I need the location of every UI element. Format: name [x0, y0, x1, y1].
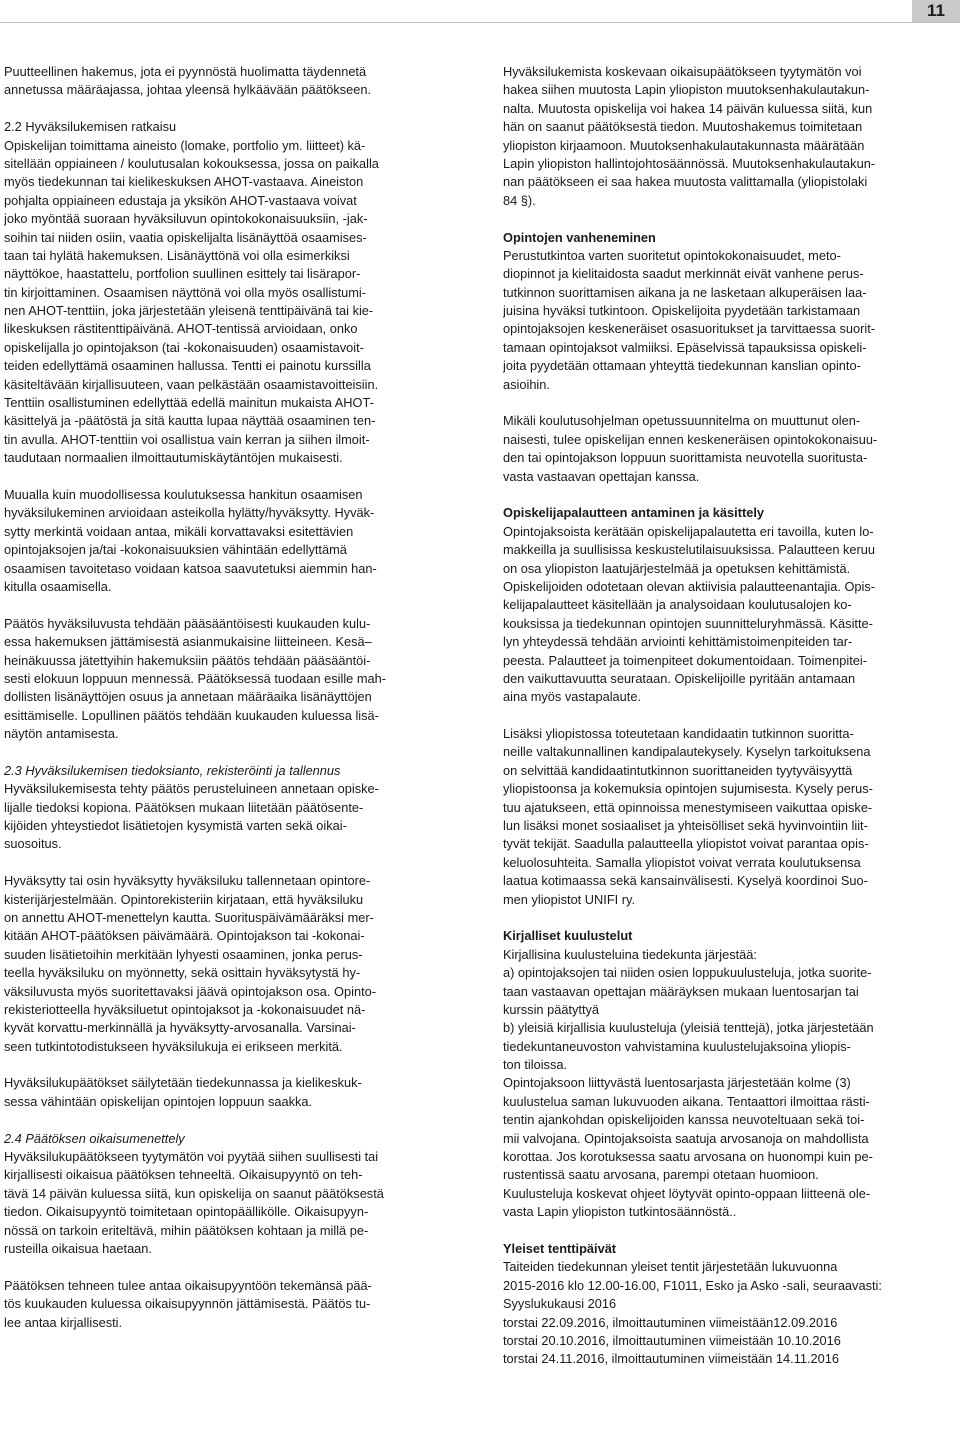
text-line: tiedekuntaneuvoston vahvistamina kuulustelujaksoina yliopis-	[503, 1038, 851, 1054]
section-heading: Yleiset tenttipäivät	[503, 1241, 617, 1256]
text-line: nössä on tarkoin eriteltävä, mihin päätöksen kohtaan ja millä pe-	[4, 1222, 369, 1238]
paragraph-storage	[4, 1074, 440, 1111]
text-line: tuu ajatukseen, että opinnoissa menestymiseen vaikuttaa opiske-	[503, 799, 873, 815]
text-line: Hyväksilukemista koskevaan oikaisupäätökseen tyytymätön voi	[503, 64, 862, 79]
exam-date-line: torstai 22.09.2016, ilmoittautuminen viimeistään12.09.2016	[503, 1314, 838, 1330]
text-line: Opintojaksoon liittyvästä luentosarjasta järjestetään kolme (3)	[503, 1075, 851, 1091]
text-line: soihin tai niiden osiin, vaatia opiskelijalta lisänäyttöä osaamises-	[4, 229, 367, 245]
text-line: kijöiden yhteystiedot lisätietojen kysymistä varten sekä oikai-	[4, 818, 347, 834]
text-line: lyn yhteydessä tehdään arviointi kehittämistoimenpiteiden tar-	[503, 634, 853, 650]
text-line: tös kuukauden kuluessa oikaisupyynnön jättämisestä. Päätös tu-	[4, 1296, 371, 1312]
text-line: on annettu AHOT-menettelyn kautta. Suorituspäivämääräksi mer-	[4, 909, 374, 925]
text-line: Syyslukukausi 2016	[503, 1296, 617, 1312]
text-line: naisesti, tulee opiskelijan ennen keskeneräisen opintokokonaisuu-	[503, 431, 878, 447]
text-line: den tai opintojakson loppuun suorittamista neuvotella suoritusta-	[503, 450, 868, 466]
text-line: laatua kotimaassa sekä kansainvälisesti. Kyselyä koordinoi Suo-	[503, 873, 868, 889]
paragraph-rectification-decision	[4, 1277, 440, 1332]
text-line: kisterijärjestelmään. Opintorekisteriin kirjataan, että hyväksiluku	[4, 891, 364, 907]
paragraph-curriculum-change	[503, 412, 939, 486]
text-line: vasta vastaavan opettajan kanssa.	[503, 468, 700, 484]
section-2-3-notification	[4, 762, 440, 854]
text-line: myös tiedekunnan tai kielikeskuksen AHOT-vastaava. Aineiston	[4, 174, 364, 190]
section-heading: 2.3 Hyväksilukemisen tiedoksianto, rekisteröinti ja tallennus	[4, 762, 341, 778]
section-heading: Kirjalliset kuulustelut	[503, 928, 633, 944]
text-line: kitään AHOT-päätöksen päivämäärä. Opintojakson tai -kokonai-	[4, 928, 365, 944]
text-line: seen tutkintotodistukseen hyväksilukuja ei erikseen merkitä.	[4, 1038, 343, 1054]
text-line: taudutaan normaalien ilmoittautumiskäytäntöjen mukaisesti.	[4, 450, 343, 466]
text-line: suuden lisätietoihin merkitään lyhyesti osaaminen, jonka perus-	[4, 946, 363, 962]
page-number: 11	[912, 0, 960, 22]
text-line: vasta Lapin yliopiston tutkintosäännöstä..	[503, 1204, 737, 1220]
section-heading: Opiskelijapalautteen antaminen ja käsittely	[503, 505, 765, 521]
text-line: kouksissa ja tiedekunnan opintojen suunnitteluryhmässä. Käsitte-	[503, 615, 873, 631]
text-line: 2015-2016 klo 12.00-16.00, F1011, Esko ja Asko -sali, seuraavasti:	[503, 1277, 882, 1293]
exam-date-line: torstai 24.11.2016, ilmoittautuminen viimeistään 14.11.2016	[503, 1351, 840, 1367]
text-line: Opiskelijoiden odotetaan olevan aktiivisia palautteenantajia. Opis-	[503, 578, 876, 594]
section-2-2-decision	[4, 118, 440, 467]
paragraph-incomplete-application	[4, 63, 440, 100]
text-line: Lapin yliopiston hallintojohtosäännössä. Muutoksenhakulautakun-	[503, 155, 876, 171]
text-line: tutkinnon suorittamisen aikana ja ne lasketaan alkuperäisen laa-	[503, 284, 867, 300]
text-line: heinäkuussa jätettyihin hakemuksiin päätös tehdään pääsääntöi-	[4, 652, 371, 668]
text-line: Kuulusteluja koskevat ohjeet löytyvät opinto-oppaan liitteenä ole-	[503, 1185, 871, 1201]
text-line: Tenttiin osallistuminen edellyttää edellä mainitun mukaista AHOT-	[4, 395, 374, 411]
text-line: opiskelijalla jo opintojakson (tai -kokonaisuuden) osaamistavoit-	[4, 339, 364, 355]
text-line: joko myöntää suoraan hyväksiluvun opintokokonaisuuksiin, -jak-	[4, 211, 368, 227]
text-line: Taiteiden tiedekunnan yleiset tentit järjestetään lukuvuonna	[503, 1259, 838, 1275]
paragraph-decision-timing	[4, 615, 440, 744]
text-line: hakea siihen muutosta Lapin yliopiston muutoksenhakulautakun-	[503, 82, 870, 98]
text-line: tyvät tekijät. Saadulla palautteella yliopistot voivat parantaa opis-	[503, 836, 869, 852]
text-line: sessa vähintään opiskelijan opintojen loppuun saakka.	[4, 1093, 313, 1109]
text-line: rekisteriotteella hyväksiluetut opintojaksot ja -kokonaisuudet nä-	[4, 1001, 366, 1017]
text-line: Lisäksi yliopistossa toteutetaan kandidaatin tutkinnon suoritta-	[503, 726, 854, 742]
text-line: lee antaa kirjallisesti.	[4, 1314, 123, 1330]
section-general-exam-days	[503, 1240, 939, 1369]
paragraph-informal-learning	[4, 486, 440, 596]
section-heading: Opintojen vanheneminen	[503, 229, 656, 245]
text-line: tiedon. Oikaisupyyntö toimitetaan opintopäällikölle. Oikaisupyyn-	[4, 1204, 369, 1220]
paragraph-kandipalaute	[503, 725, 939, 909]
text-line: Opintojaksoista kerätään opiskelijapalautetta eri tavoilla, kuten lo-	[503, 523, 874, 539]
section-student-feedback	[503, 504, 939, 706]
text-line: men yliopistot UNIFI ry.	[503, 891, 636, 907]
text-line: Perustutkintoa varten suoritetut opintokokonaisuudet, meto-	[503, 247, 841, 263]
text-line: rusteilla oikaisua haetaan.	[4, 1241, 152, 1256]
text-line: den vaikuttavuutta seurataan. Opiskelijoille pyritään antamaan	[503, 670, 856, 686]
text-line: Päätöksen tehneen tulee antaa oikaisupyyntöön tekemänsä pää-	[4, 1277, 372, 1293]
text-line: Hyväksilukupäätökset säilytetään tiedekunnassa ja kielikeskuk-	[4, 1075, 362, 1091]
section-written-exams	[503, 927, 939, 1221]
text-line: a) opintojaksojen tai niiden osien loppukuulusteluja, jotka suorite-	[503, 965, 872, 981]
text-line: suosoitus.	[4, 836, 62, 852]
text-line: Opiskelijan toimittama aineisto (lomake, portfolio ym. liitteet) kä-	[4, 137, 366, 153]
text-line: kurssin päätyttyä	[503, 1001, 600, 1017]
text-line: Hyväksytty tai osin hyväksytty hyväksiluku tallennetaan opintore-	[4, 873, 371, 889]
text-line: 84 §).	[503, 192, 536, 208]
text-line: neille valtakunnallinen kandipalautekysely. Kyselyn tarkoituksena	[503, 744, 871, 760]
text-line: hän on saanut päätöksestä tiedon. Muutoshakemus toimitetaan	[503, 119, 863, 135]
text-line: rustentissä saatu arvosana, parempi otetaan huomioon.	[503, 1167, 819, 1183]
text-line: b) yleisiä kirjallisia kuulusteluja (yleisiä tenttejä), jotka järjestetään	[503, 1020, 874, 1036]
paragraph-registration	[4, 872, 440, 1056]
text-line: taan vastaavan opettajan määräyksen mukaan luentosarjan tai	[503, 983, 859, 999]
text-line: asioihin.	[503, 376, 550, 392]
text-line: kitulla osaamisella.	[4, 578, 112, 594]
text-line: kuulustelua saman lukuvuoden aikana. Tentaattori ilmoittaa rästi-	[503, 1093, 870, 1109]
text-line: tin avulla. AHOT-tenttiin voi osallistua vain kerran ja siihen ilmoit-	[4, 431, 370, 447]
text-line: Hyväksilukemisesta tehty päätös perusteluineen annetaan opiske-	[4, 781, 379, 797]
text-line: nen AHOT-tenttiin, joka järjestetään yleisenä tenttipäivänä tai kie-	[4, 303, 374, 319]
text-line: lijalle tiedoksi kopiona. Päätöksen mukaan liitetään päätösente-	[4, 799, 364, 815]
text-line: näyttökoe, haastattelu, portfolion suullinen esittely tai lisärapor-	[4, 266, 361, 282]
text-line: kyvät korvattu-merkinnällä ja hyväksytty-arvosanalla. Varsinai-	[4, 1020, 356, 1036]
text-line: tin kirjoittaminen. Osaamisen näyttönä voi olla myös osallistumi-	[4, 284, 367, 300]
header-rule	[0, 22, 960, 23]
text-line: Mikäli koulutusohjelman opetussuunnitelma on muuttunut olen-	[503, 413, 861, 429]
text-line: tentin ajankohdan opiskelijoiden kanssa neuvoteltuaan sekä toi-	[503, 1112, 865, 1128]
text-line: teiden edellyttämä osaaminen hallussa. Tentti ei painotu kurssilla	[4, 358, 371, 374]
text-line: tamaan opintojaksot valmiiksi. Epäselvissä tapauksissa opiskeli-	[503, 339, 867, 355]
text-line: essa hakemuksen jättämisestä asianmukaisine liitteineen. Kesä–	[4, 634, 372, 650]
text-line: sytty merkintä voidaan antaa, mikäli korvattavaksi esitettävien	[4, 523, 354, 539]
text-line: opintojaksojen keskeneräiset osasuoritukset ja tarvittaessa suorit-	[503, 321, 876, 337]
text-line: yliopiston kirjaamoon. Muutoksenhakulautakunnasta määrätään	[503, 137, 865, 153]
section-heading: 2.2 Hyväksilukemisen ratkaisu	[4, 119, 177, 135]
text-line: hyväksilukeminen arvioidaan asteikolla hylätty/hyväksytty. Hyväk-	[4, 505, 375, 521]
text-line: nan päätökseen ei saa hakea muutosta valittamalla (yliopistolaki	[503, 174, 868, 190]
text-line: yliopistoonsa ja kokemuksia opintojen sujumisesta. Kysely perus-	[503, 781, 873, 797]
text-line: näytön antamisesta.	[4, 726, 119, 742]
text-line: opintojaksojen ja/tai -kokonaisuuksien vähintään edellyttämä	[4, 542, 347, 558]
text-line: väksiluvusta myös suoritettavaksi jäävä opintojakson osa. Opinto-	[4, 983, 377, 999]
right-column	[503, 63, 939, 1387]
text-line: annetussa määräajassa, johtaa yleensä hylkäävään päätökseen.	[4, 82, 372, 98]
text-line: korottaa. Jos korotuksessa saatu arvosana on huonompi kuin pe-	[503, 1149, 873, 1165]
text-line: ton tiloissa.	[503, 1057, 568, 1073]
text-line: pohjalta oppiaineen edustaja ja yksikön AHOT-vastaava voivat	[4, 192, 357, 208]
text-line: lun lisäksi monet sosiaaliset ja yhteisölliset sekä hyvinvointiin liit-	[503, 818, 868, 834]
left-column	[4, 63, 440, 1350]
exam-date-line: torstai 20.10.2016, ilmoittautuminen viimeistään 10.10.2016	[503, 1332, 841, 1348]
text-line: aina myös vastapalaute.	[503, 689, 642, 705]
section-study-expiry	[503, 229, 939, 395]
text-line: diopinnot ja kielitaidosta saadut merkinnät eivät vanhene perus-	[503, 266, 864, 282]
text-line: Kirjallisina kuulusteluina tiedekunta järjestää:	[503, 946, 757, 962]
text-line: Muualla kuin muodollisessa koulutuksessa hankitun osaamisen	[4, 486, 363, 502]
text-line: on osa yliopiston laatujärjestelmää ja opetuksen kehittämistä.	[503, 560, 851, 576]
text-line: sesti elokuun loppuun mennessä. Päätöksessä tuodaan esille mah-	[4, 670, 387, 686]
text-line: dollisten lisänäyttöjen osuus ja annetaan määräaika lisänäyttöjen	[4, 689, 372, 705]
text-line: Päätös hyväksiluvusta tehdään pääsääntöisesti kuukauden kulu-	[4, 615, 371, 631]
text-line: nalta. Muutosta opiskelija voi hakea 14 päivän kuluessa siitä, kun	[503, 100, 873, 116]
paragraph-appeal	[503, 63, 939, 210]
text-line: taan tai hylätä hakemuksen. Lisänäyttönä voi olla esimerkiksi	[4, 247, 350, 263]
text-line: osaamisen tavoitetaso voidaan katsoa saavutetuksi aiemmin han-	[4, 560, 377, 576]
text-line: joita pyydetään ottamaan yhteyttä tiedekunnan kanslian opinto-	[503, 358, 861, 374]
text-line: esittämiselle. Lopullinen päätös tehdään kuukauden kuluessa lisä-	[4, 707, 379, 723]
text-line: Puutteellinen hakemus, jota ei pyynnöstä huolimatta täydennetä	[4, 64, 367, 79]
text-line: kelijapalautteet käsitellään ja analysoidaan koulutusalojen ko-	[503, 597, 852, 613]
section-heading: 2.4 Päätöksen oikaisumenettely	[4, 1130, 185, 1146]
text-line: likeskuksen rästitenttipäivänä. AHOT-tentissä arvioidaan, onko	[4, 321, 358, 337]
text-line: peesta. Palautteet ja toimenpiteet dokumentoidaan. Toimenpitei-	[503, 652, 867, 668]
text-line: makkeilla ja suullisissa keskustelutilaisuuksissa. Palautteen keruu	[503, 542, 875, 558]
text-line: on selvittää kandidaatintutkinnon suorittaneiden tyytyväisyyttä	[503, 762, 853, 778]
text-line: teella hyväksiluku on myönnetty, sekä osittain hyväksytystä hy-	[4, 965, 361, 981]
text-line: käsittelyä ja -päätöstä ja sitä kautta lupaa näyttää osaaminen ten-	[4, 413, 376, 429]
text-line: keluolosuhteita. Samalla yliopistot voivat verrata koulutuksensa	[503, 854, 861, 870]
text-line: kirjallisesti oikaisua päätöksen tehneeltä. Oikaisupyyntö on teh-	[4, 1167, 363, 1183]
text-line: sitellään oppiaineen / koulutusalan kokouksessa, jossa on paikalla	[4, 155, 379, 171]
text-line: mii valvojana. Opintojaksoista saatuja arvosanoja on mahdollista	[503, 1130, 869, 1146]
text-line: Hyväksilukupäätökseen tyytymätön voi pyytää siihen suullisesti tai	[4, 1149, 379, 1165]
text-line: tävä 14 päivän kuluessa siitä, kun opiskelija on saanut päätöksestä	[4, 1185, 384, 1201]
section-2-4-rectification	[4, 1130, 440, 1259]
text-line: käsiteltävään kirjallisuuteen, vaan pelkästään osaamistavoitteisiin.	[4, 376, 379, 392]
text-line: juisina hyväksi tutkintoon. Opiskelijoita pyydetään tarkistamaan	[503, 303, 861, 319]
